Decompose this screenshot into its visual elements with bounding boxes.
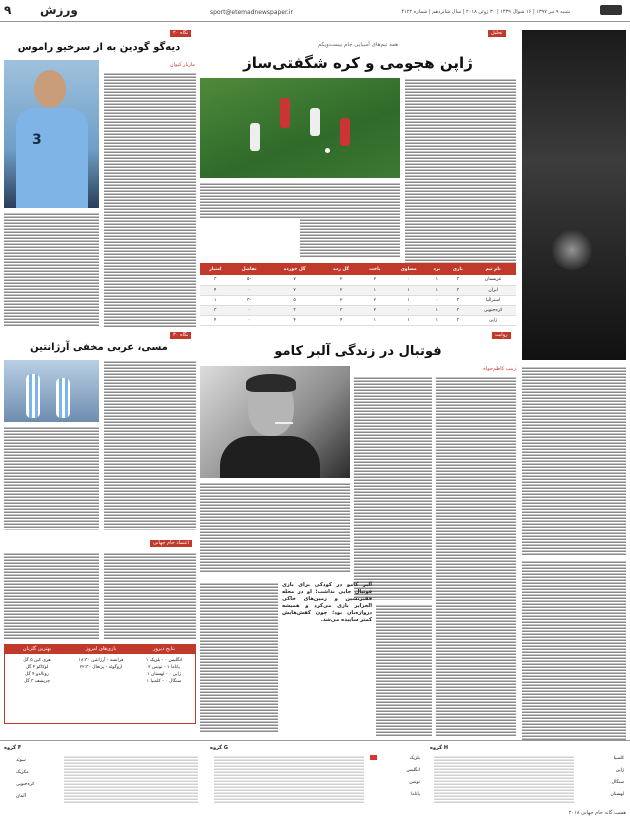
list-item: رونالدو ۴ گل — [25, 672, 49, 677]
list-item: انگلیس — [406, 768, 420, 773]
cigarette-icon — [275, 422, 293, 424]
email-link[interactable]: sport@etemadnewspaper.ir — [210, 9, 293, 16]
story5-body-col1 — [104, 552, 196, 640]
story2-tag: نگاه ۲۰ — [170, 30, 191, 37]
standings-header-gd: تفاضل — [241, 266, 257, 272]
issue-date: شنبه ۹ تیر ۱۳۹۷ | ۱۶ شوال ۱۴۳۹ | ۳۰ ژوئن ۲۰۱۸ | سال شانزدهم | شماره ۴۱۲۲ — [401, 9, 570, 15]
table-cell: ۱ — [214, 297, 217, 303]
story4-tag: نگاه ۳۰ — [170, 332, 191, 339]
table-cell: ۳ — [214, 307, 217, 313]
schedule-box — [4, 644, 196, 724]
table-cell: ۳ — [293, 307, 296, 313]
table-cell: ۲ — [373, 307, 376, 313]
schedule-title-results: نتایج دیروز — [153, 646, 175, 652]
group-table-middle — [210, 745, 420, 807]
player-head — [34, 70, 66, 108]
table-cell: ۰ — [247, 287, 251, 293]
page-header — [0, 0, 630, 22]
table-cell: ۱ — [435, 307, 439, 313]
player-figure — [310, 108, 320, 136]
table-cell: استرالیا — [486, 297, 501, 303]
player-figure — [26, 374, 40, 418]
story4-title: مسی، عربی مخفی آرژانتین — [30, 342, 168, 353]
story4-photo — [4, 360, 99, 422]
table-cell: کره‌جنوبی — [483, 307, 503, 313]
table-cell: ۰ — [435, 297, 439, 303]
list-item: اروگوئه - پرتغال ۲۲:۳۰ — [79, 665, 123, 670]
table-cell: ۳ — [456, 307, 460, 313]
schedule-header — [5, 645, 195, 654]
table-cell: ۱ — [407, 297, 410, 303]
story3-title: فوتبال در زندگی آلبر کامو — [274, 344, 442, 359]
table-cell: ۲ — [293, 287, 296, 293]
table-cell: ۰ — [247, 307, 251, 313]
footer-caption: هشت گانه جام جهانی ۲۰۱۸ — [568, 810, 626, 816]
story3-body-col4 — [376, 604, 432, 736]
table-cell: ۲ — [373, 277, 376, 283]
story1-tag: تحلیل — [488, 30, 506, 37]
table-cell: ۴ — [293, 317, 296, 323]
list-item: تونس — [409, 780, 420, 785]
table-cell: ۳ — [456, 277, 460, 283]
table-cell: ۵ — [293, 297, 296, 303]
shirt-number: 3 — [32, 132, 42, 148]
table-cell: ۱ — [435, 287, 439, 293]
list-item: لوکاکو ۴ گل — [25, 665, 49, 670]
standings-header-ga: گل خورده — [283, 266, 306, 272]
table-cell: ۰ — [407, 277, 410, 283]
story5-body-col2 — [4, 552, 99, 640]
list-item: مکزیک — [16, 770, 29, 775]
groups-strip — [0, 740, 630, 810]
story2-author: مازیار کیوان — [169, 62, 195, 68]
story1-body-col1 — [405, 78, 516, 263]
story2-photo — [4, 60, 99, 208]
table-cell: ۳ — [214, 277, 217, 283]
list-item: کره‌جنوبی — [16, 782, 35, 787]
table-cell: -۵ — [247, 277, 252, 283]
story3-body-col1 — [354, 376, 432, 600]
table-cell: ۳ — [456, 317, 460, 323]
table-cell: ۲ — [373, 297, 376, 303]
story3-body-col3 — [200, 582, 278, 732]
player-figure — [340, 118, 350, 146]
table-row — [200, 305, 516, 315]
group-title: گروه H — [430, 745, 449, 751]
group-stats — [214, 755, 364, 803]
list-item: کلمبیا — [613, 756, 624, 761]
group-title: گروه G — [210, 745, 228, 751]
table-cell: عربستان — [484, 277, 502, 283]
table-row — [200, 285, 516, 295]
table-cell: ژاپن — [489, 317, 498, 323]
standings-header-played: بازی — [452, 266, 463, 272]
table-cell: ایران — [488, 287, 498, 293]
list-item: فرانسه - آرژانتین ۱۸:۳۰ — [78, 658, 124, 663]
table-row — [200, 295, 516, 305]
today-list — [71, 657, 131, 671]
results-list — [135, 657, 193, 685]
page-number: ۹ — [4, 3, 12, 17]
table-cell: ۲ — [339, 277, 343, 283]
table-row — [200, 315, 516, 325]
story4-body-col2 — [4, 426, 99, 530]
standings-header-team: نام تیم — [485, 266, 501, 272]
standings-header-won: برد — [433, 266, 441, 272]
schedule-title-scorers: بهترین گلزنان — [22, 646, 52, 652]
group-stats — [434, 755, 574, 803]
story3-body-col2 — [436, 376, 516, 736]
right-panel-body-bottom — [522, 560, 626, 740]
right-panel-body-top — [522, 366, 626, 556]
table-cell: ۱ — [373, 317, 376, 323]
story3-author: زینب کاظم‌خواه — [483, 366, 516, 372]
schedule-title-today: بازی‌های امروز — [85, 646, 117, 652]
story5-tag: اعتماد جام جهانی — [150, 540, 192, 547]
table-cell: ۳ — [456, 297, 460, 303]
list-item: سنگال ۰ - کلمبیا ۱ — [146, 679, 182, 684]
list-item: پاناما ۱ - تونس ۲ — [148, 665, 180, 670]
portrait-hair — [246, 374, 296, 392]
list-item: انگلیس ۰ - بلژیک ۱ — [145, 658, 183, 663]
story4-body-col1 — [104, 360, 196, 530]
story2-title: دیه‌گو گودین به از سرخیو راموس — [17, 42, 181, 53]
table-cell: ۳ — [339, 307, 343, 313]
group-teams — [16, 755, 56, 803]
newspaper-logo — [600, 5, 622, 15]
group-stats — [64, 755, 198, 803]
flag-icon — [370, 755, 377, 760]
player-figure — [280, 98, 290, 128]
table-cell: ۷ — [293, 277, 296, 283]
player-shirt — [16, 108, 88, 208]
table-cell: ۱ — [435, 317, 439, 323]
table-cell: ۰ — [247, 317, 251, 323]
table-cell: ۳ — [456, 287, 460, 293]
standings-header-lost: باخت — [369, 266, 381, 272]
group-teams — [580, 753, 624, 801]
story3-photo — [200, 366, 350, 478]
table-cell: ۲ — [339, 287, 343, 293]
table-cell: ۱ — [373, 287, 376, 293]
table-cell: ۴ — [214, 287, 217, 293]
list-item: لهستان — [610, 792, 624, 797]
standings-header-pts: امتیاز — [209, 266, 222, 272]
story3-tag: روایت — [492, 332, 511, 339]
group-teams — [380, 753, 420, 801]
list-item: سوئد — [16, 758, 26, 763]
player-figure — [250, 123, 260, 151]
table-row — [200, 275, 516, 285]
table-cell: ۴ — [339, 317, 343, 323]
table-cell: -۳ — [247, 297, 252, 303]
story1-photo — [200, 78, 400, 178]
standings-table — [200, 263, 516, 326]
story3-caption — [200, 482, 350, 572]
table-cell: ۴ — [214, 317, 217, 323]
standings-header-row — [200, 263, 516, 275]
list-item: هری کین ۵ گل — [23, 658, 51, 663]
story1-body-col2 — [300, 182, 400, 257]
table-cell: ۰ — [407, 307, 410, 313]
list-item: چریشف ۳ گل — [23, 679, 51, 684]
section-title: ورزش — [40, 3, 78, 17]
table-cell: ۱ — [407, 287, 410, 293]
portrait-coat — [220, 436, 320, 478]
group-title: گروه F — [4, 745, 22, 751]
list-item: آلمان — [16, 794, 26, 799]
story2-body-col2 — [4, 212, 99, 327]
list-item: پاناما — [410, 792, 420, 797]
list-item: ژاپن — [615, 768, 624, 773]
table-cell: ۱ — [407, 317, 410, 323]
story1-title: ژاپن هجومی و کره شگفتی‌ساز — [243, 54, 473, 72]
player-figure — [56, 378, 70, 418]
standings-header-gf: گل زده — [333, 266, 350, 272]
story2-body-col1 — [104, 72, 196, 327]
photo-highlight — [552, 230, 592, 270]
list-item: سنگال — [611, 780, 624, 785]
scorers-list — [7, 657, 67, 685]
right-panel-photo — [522, 30, 626, 360]
list-item: ژاپن ۰ - لهستان ۱ — [147, 672, 181, 677]
table-cell: ۱ — [435, 277, 439, 283]
table-cell: ۲ — [339, 297, 343, 303]
group-table-left — [4, 745, 200, 807]
story3-pullquote: آلبر کامو در کودکی برای بازی فوتبال جایی نداشت؛ او در محله فقیرنشین و زمین‌های خاکی الجزایر بازی می‌کرد و همیشه دروازه‌بان بود؛ چون کفش‌هایش کمتر ساییده می‌شد. — [282, 582, 372, 623]
group-table-right — [430, 745, 626, 807]
standings-header-draw: مساوی — [400, 266, 417, 272]
ball-icon — [325, 148, 330, 153]
story1-kicker: همه تیم‌های آسیایی جام بیست‌ویکم — [317, 42, 399, 48]
list-item: بلژیک — [409, 756, 420, 761]
